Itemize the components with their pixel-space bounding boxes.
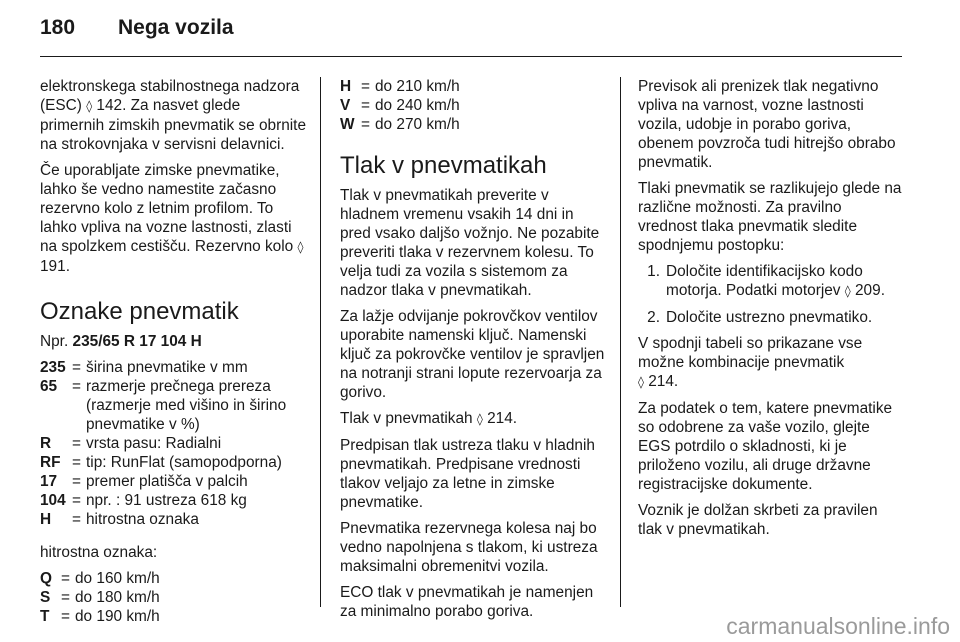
paragraph: Za podatek o tem, katere pnevmatike so odobrene za vaše vozilo, glejte EGS potrdilo o skladnosti, ki je priloženo vozilu, ali druge državne registracijske dokumente. [638,400,893,493]
tyre-code-list [40,358,306,529]
equals-sign: = [72,454,81,471]
equals-sign: = [72,378,81,395]
definition-row [40,358,306,377]
code-description: do 270 km/h [375,116,460,133]
code-key: R [40,435,52,452]
step-list [638,262,902,327]
page-ref-link[interactable]: 214 [648,373,674,390]
code-description: do 240 km/h [375,97,460,114]
paragraph: Previsok ali prenizek tlak negativno vpliva na varnost, vozne lastnosti vozila, udobje in porabo goriva, obenem povzroča tudi hitrejšo obrabo pnevmatik. [638,78,896,171]
speed-code-list [340,77,606,134]
speed-code-list [40,569,306,626]
step-text: Določite ustrezno pnevmatiko. [666,309,873,326]
definition-row [40,569,306,588]
definition-row [40,510,306,529]
page-header [40,16,234,50]
equals-sign: = [72,435,81,452]
page-title: Nega vozila [118,16,234,39]
code-key: W [340,116,355,133]
code-key: S [40,589,51,606]
page-ref-link[interactable]: 209 [855,282,881,299]
equals-sign: = [61,570,70,587]
code-description: razmerje prečnega prereza (razmerje med višino in širino pnevmatike v %) [86,378,287,433]
page-ref-icon: ◊ [476,412,483,426]
code-description: do 210 km/h [375,78,460,95]
code-description: do 190 km/h [75,608,160,625]
definition-row [40,607,306,626]
code-key: Q [40,570,52,587]
code-description: širina pnevmatike v mm [86,359,248,376]
watermark: carmanualsonline.info [726,613,950,639]
column-divider [620,77,621,607]
step-number: 1. [647,263,660,280]
step-item [638,262,902,301]
column-1 [40,77,306,626]
step-text: Določite identifikacijsko kodo motorja. Podatki motorjev ◊ 209. [666,263,885,299]
equals-sign: = [61,589,70,606]
page-ref-link[interactable]: 191 [40,258,66,275]
code-key: V [340,97,351,114]
column-3 [638,77,902,546]
definition-row [40,588,306,607]
speed-intro: hitrostna oznaka: [40,544,158,561]
equals-sign: = [61,608,70,625]
paragraph: Tlak v pnevmatikah preverite v hladnem vremenu vsakih 14 dni in pred vsako daljšo vožnjo. Ne pozabite preveriti tlaka v rezervnem kolesu. To velja tudi za vozila s sistemom za nadzor tlaka v pnevmatikah. [340,187,600,299]
definition-row [340,77,606,96]
paragraph: V spodnji tabeli so prikazane vse možne kombinacije pnevmatik ◊ 214. [638,335,863,390]
page-ref-link[interactable]: 214 [487,410,513,427]
paragraph: Tlaki pnevmatik se razlikujejo glede na različne možnosti. Za pravilno vrednost tlaka pnevmatik sledite spodnjemu postopku: [638,180,902,254]
definition-row [40,491,306,510]
code-key: 104 [40,492,66,509]
definition-row [340,96,606,115]
paragraph: Za lažje odvijanje pokrovčkov ventilov uporabite namenski ključ. Namenski ključ za pokrovčke ventilov je spravljen na notranji strani lopute rezervoarja za gorivo. [340,308,605,401]
code-description: hitrostna oznaka [86,511,199,528]
example-code: 235/65 R 17 104 H [72,333,202,350]
page-ref-icon: ◊ [297,240,304,254]
equals-sign: = [361,97,370,114]
equals-sign: = [72,359,81,376]
code-description: tip: RunFlat (samopodporna) [86,454,282,471]
paragraph: Voznik je dolžan skrbeti za pravilen tlak v pnevmatikah. [638,502,878,538]
definition-row [40,434,306,453]
page-ref-icon: ◊ [638,375,644,389]
page-number: 180 [40,16,76,39]
equals-sign: = [361,116,370,133]
code-description: do 180 km/h [75,589,160,606]
paragraph: Predpisan tlak ustreza tlaku v hladnih pnevmatikah. Predpisane vrednosti tlakov veljajo za letne in zimske pnevmatike. [340,437,595,511]
header-rule [40,56,902,57]
code-key: H [340,78,352,95]
code-description: premer platišča v palcih [86,473,248,490]
step-number: 2. [647,309,660,326]
step-item [638,308,902,327]
section-heading: Tlak v pnevmatikah [340,152,547,179]
column-2 [340,77,606,628]
code-description: do 160 km/h [75,570,160,587]
paragraph: ECO tlak v pnevmatikah je namenjen za minimalno porabo goriva. [340,584,594,620]
code-key: 235 [40,359,66,376]
page-ref-link[interactable]: 142 [96,97,123,114]
equals-sign: = [72,492,81,509]
example-line: Npr. 235/65 R 17 104 H [40,333,202,350]
code-key: 65 [40,378,58,395]
equals-sign: = [361,78,370,95]
code-key: 17 [40,473,58,490]
code-description: vrsta pasu: Radialni [86,435,222,452]
code-key: T [40,608,50,625]
definition-row [40,453,306,472]
definition-row [340,115,606,134]
definition-row [40,472,306,491]
equals-sign: = [72,473,81,490]
code-key: H [40,511,52,528]
paragraph: elektronskega stabilnostnega nadzora (ESC) ◊ 142. Za nasvet glede primernih zimskih pnevmatik se obrnite na strokovnjaka v servisni delavnici. [40,78,307,153]
definition-row [40,377,306,434]
page-ref-icon: ◊ [86,99,93,113]
paragraph: Pnevmatika rezervnega kolesa naj bo vedno napolnjena s tlakom, ki ustreza maksimalni obremenitvi vozila. [340,520,598,575]
paragraph: Tlak v pnevmatikah ◊ 214. [340,410,518,427]
code-key: RF [40,454,61,471]
page-ref-icon: ◊ [844,284,851,298]
section-heading: Oznake pnevmatik [40,298,239,325]
paragraph: Če uporabljate zimske pnevmatike, lahko še vedno namestite začasno rezervno kolo z letnim profilom. To lahko vpliva na vozne lastnosti, zlasti na spolzkem cestišču. Rezervno kolo ◊ 191. [40,162,304,275]
column-divider [320,77,321,607]
equals-sign: = [72,511,81,528]
code-description: npr. : 91 ustreza 618 kg [86,492,247,509]
